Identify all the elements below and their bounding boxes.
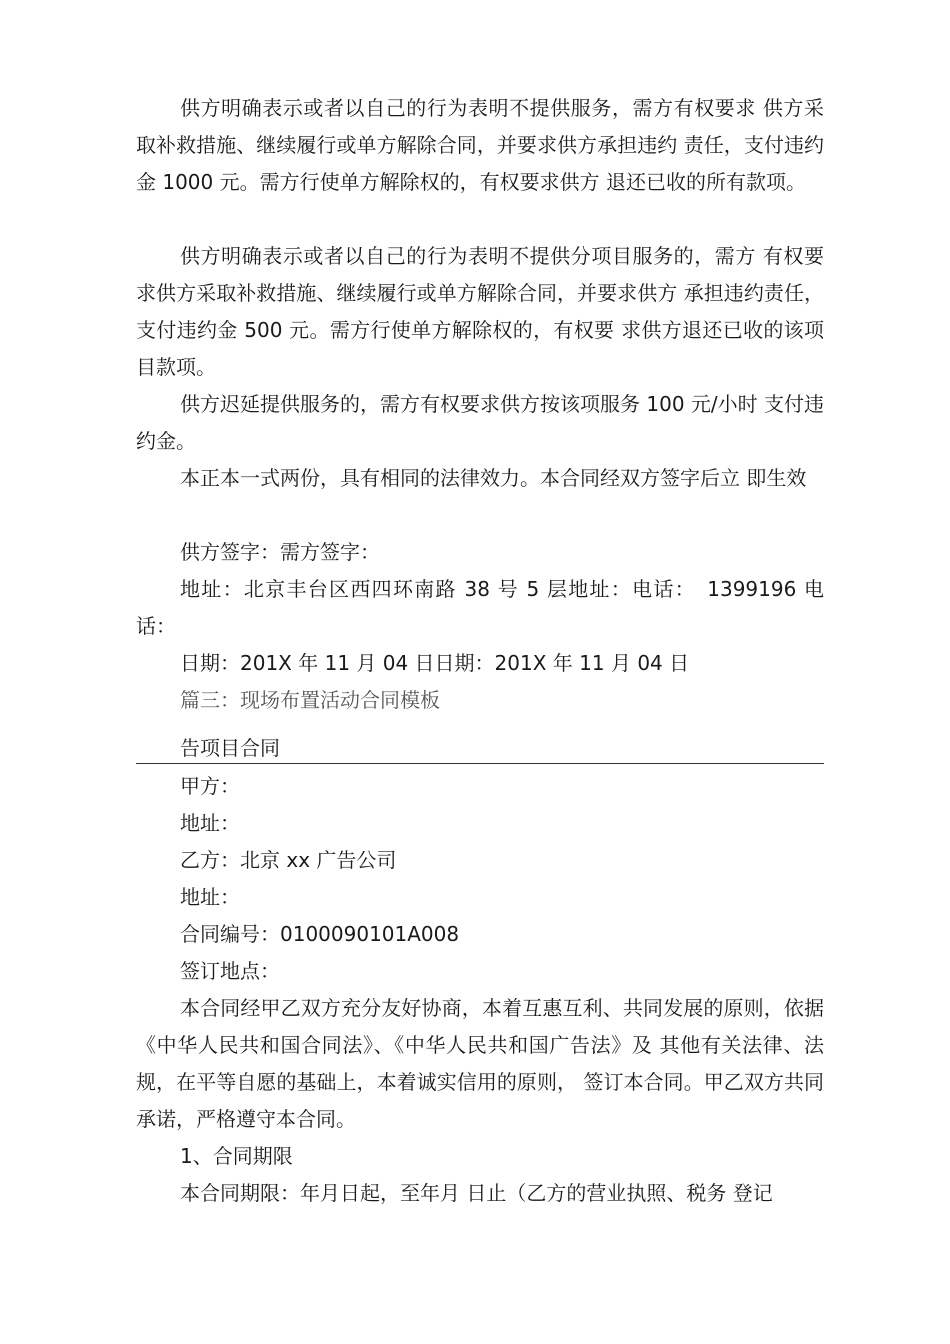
signing-place-line: 签订地点： (180, 959, 280, 983)
paragraph-effectiveness: 本正本一式两份，具有相同的法律效力。本合同经双方签字后立 即生效 (180, 466, 807, 490)
paragraph-breach-full: 供方明确表示或者以自己的行为表明不提供服务，需方有权要求 供方采取补救措施、继续履行或单方解除合同，并要求供方承担违约 责任，支付违约金 1000 元。需方行使单方解除权的，有权要求供方 退还已收的所有款项。 (136, 96, 824, 194)
section-title: 篇三：现场布置活动合同模板 (180, 688, 440, 712)
address-line: 地址：北京丰台区西四环南路 38 号 5 层地址：电话： 1399196 电话： (136, 577, 824, 638)
party-a-line: 甲方： (180, 774, 240, 798)
contract-title: 告项目合同 (180, 736, 280, 760)
clause-1-title: 1、合同期限 (180, 1144, 293, 1168)
date-line: 日期：201X 年 11 月 04 日日期：201X 年 11 月 04 日 (180, 651, 690, 675)
paragraph-preamble: 本合同经甲乙双方充分友好协商，本着互惠互利、共同发展的原则，依据《中华人民共和国合同法》、《中华人民共和国广告法》及 其他有关法律、法规，在平等自愿的基础上，本着诚实信用的原则， 签订本合同。甲乙双方共同承诺，严格遵守本合同。 (136, 996, 824, 1131)
party-a-address-line: 地址： (180, 811, 240, 835)
paragraph-term: 本合同期限：年月日起，至年月 日止（乙方的营业执照、税务 登记 (180, 1181, 773, 1205)
paragraph-delay-penalty: 供方迟延提供服务的，需方有权要求供方按该项服务 100 元/小时 支付违约金。 (136, 392, 824, 453)
contract-number-line: 合同编号：0100090101A008 (180, 922, 460, 946)
signature-line: 供方签字：需方签字： (180, 540, 380, 564)
paragraph-breach-partial: 供方明确表示或者以自己的行为表明不提供分项目服务的，需方 有权要求供方采取补救措施、继续履行或单方解除合同，并要求供方 承担违约责任，支付违约金 500 元。需方行使单方解除权的，有权要 求供方退还已收的该项目款项。 (136, 244, 824, 379)
header-divider (136, 763, 824, 764)
party-b-line: 乙方：北京 xx 广告公司 (180, 848, 397, 872)
party-b-address-line: 地址： (180, 885, 240, 909)
